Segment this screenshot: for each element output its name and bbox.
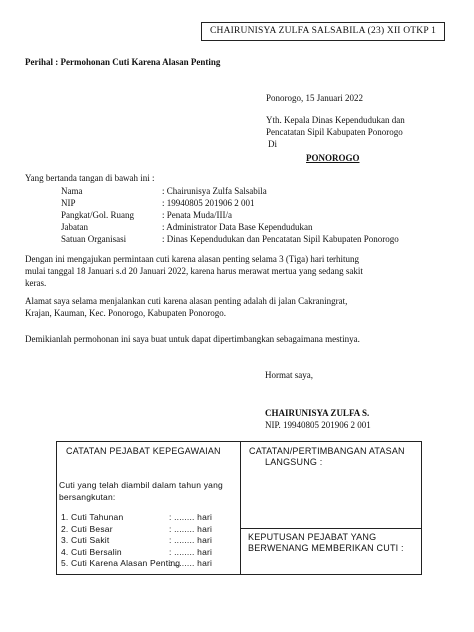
description-line-2: bersangkutan: <box>59 491 116 502</box>
date-line: Ponorogo, 15 Januari 2022 <box>266 93 363 103</box>
address-line-3: Di <box>268 139 277 149</box>
leave-type-label: 2. Cuti Besar <box>61 523 113 534</box>
field-row-position <box>61 221 461 233</box>
header-box <box>201 22 445 41</box>
field-row-unit <box>61 233 461 245</box>
left-column-title: CATATAN PEJABAT KEPEGAWAIAN <box>66 446 221 456</box>
paragraph-closing: Demikianlah permohonan ini saya buat untuk dapat dipertimbangkan sebagaimana mestinya. <box>25 334 360 344</box>
address-line-2: Pencatatan Sipil Kabupaten Ponorogo <box>266 127 403 137</box>
decision-line-2: BERWENANG MEMBERIKAN CUTI : <box>248 543 404 553</box>
paragraph-line: Krajan, Kauman, Kec. Ponorogo, Kabupaten Ponorogo. <box>25 308 226 318</box>
field-value: : 19940805 201906 2 001 <box>162 198 255 208</box>
field-value: : Penata Muda/III/a <box>162 210 232 220</box>
paragraph-address <box>25 295 453 319</box>
leave-days-value: : ........ hari <box>169 523 213 534</box>
leave-taken-description <box>59 480 223 503</box>
field-label: NIP <box>61 198 76 208</box>
leave-days-value: : ........ hari <box>169 546 213 557</box>
leave-type-list <box>61 512 212 570</box>
address-city: PONOROGO <box>306 153 360 163</box>
right-column-title <box>249 446 405 468</box>
address-line-1: Yth. Kepala Dinas Kependudukan dan <box>266 115 405 125</box>
signature-nip: NIP. 19940805 201906 2 001 <box>265 420 371 430</box>
recipient-address <box>266 114 461 150</box>
field-value: : Dinas Kependudukan dan Pencatatan Sipil Kabupaten Ponorogo <box>162 234 399 244</box>
decision-line-1: KEPUTUSAN PEJABAT YANG <box>248 532 377 542</box>
paragraph-request <box>25 253 453 289</box>
right-title-line-1: CATATAN/PERTIMBANGAN ATASAN <box>249 446 405 456</box>
field-row-nip <box>61 197 461 209</box>
intro-text: Yang bertanda tangan di bawah ini : <box>25 173 155 183</box>
field-row-rank <box>61 209 461 221</box>
identity-fields <box>61 185 461 245</box>
leave-type-label: 1. Cuti Tahunan <box>61 512 124 522</box>
paragraph-line: keras. <box>25 278 47 288</box>
leave-days-value: : ........ hari <box>169 512 213 522</box>
paragraph-line: mulai tanggal 18 Januari s.d 20 Januari 2022, karena harus merawat mertua yang sedang sakit <box>25 266 363 276</box>
list-item <box>61 547 212 559</box>
leave-days-value: : ........ hari <box>169 535 213 545</box>
field-value: : Chairunisya Zulfa Salsabila <box>162 186 267 196</box>
field-label: Satuan Organisasi <box>61 234 127 244</box>
description-line-1: Cuti yang telah diambil dalam tahun yang <box>59 480 223 490</box>
leave-type-label: 4. Cuti Bersalin <box>61 546 122 557</box>
subject-line: Perihal : Permohonan Cuti Karena Alasan Penting <box>25 57 221 67</box>
approval-table <box>56 441 422 575</box>
table-divider-vertical <box>240 442 241 574</box>
list-item <box>61 512 212 524</box>
signature-name: CHAIRUNISYA ZULFA S. <box>265 408 370 418</box>
leave-type-label: 3. Cuti Sakit <box>61 535 110 545</box>
leave-type-label: 5. Cuti Karena Alasan Penting <box>61 558 181 568</box>
closing-greeting: Hormat saya, <box>265 370 313 380</box>
header-text: CHAIRUNISYA ZULFA SALSABILA (23) XII OTKP 1 <box>209 26 437 36</box>
list-item <box>61 524 212 536</box>
field-label: Nama <box>61 186 83 196</box>
decision-section <box>248 532 404 554</box>
field-label: Jabatan <box>61 222 88 232</box>
table-divider-horizontal <box>240 528 422 529</box>
paragraph-line: Alamat saya selama menjalankan cuti karena alasan penting adalah di jalan Cakraningrat, <box>25 296 348 306</box>
field-value: : Administrator Data Base Kependudukan <box>162 222 313 232</box>
field-row-name <box>61 185 461 197</box>
field-label: Pangkat/Gol. Ruang <box>61 210 134 220</box>
leave-days-value: : ........ hari <box>169 558 213 568</box>
paragraph-line: Dengan ini mengajukan permintaan cuti karena alasan penting selama 3 (Tiga) hari terhitung <box>25 254 360 264</box>
list-item <box>61 535 212 547</box>
list-item <box>61 558 212 570</box>
right-title-line-2: LANGSUNG : <box>265 457 323 467</box>
